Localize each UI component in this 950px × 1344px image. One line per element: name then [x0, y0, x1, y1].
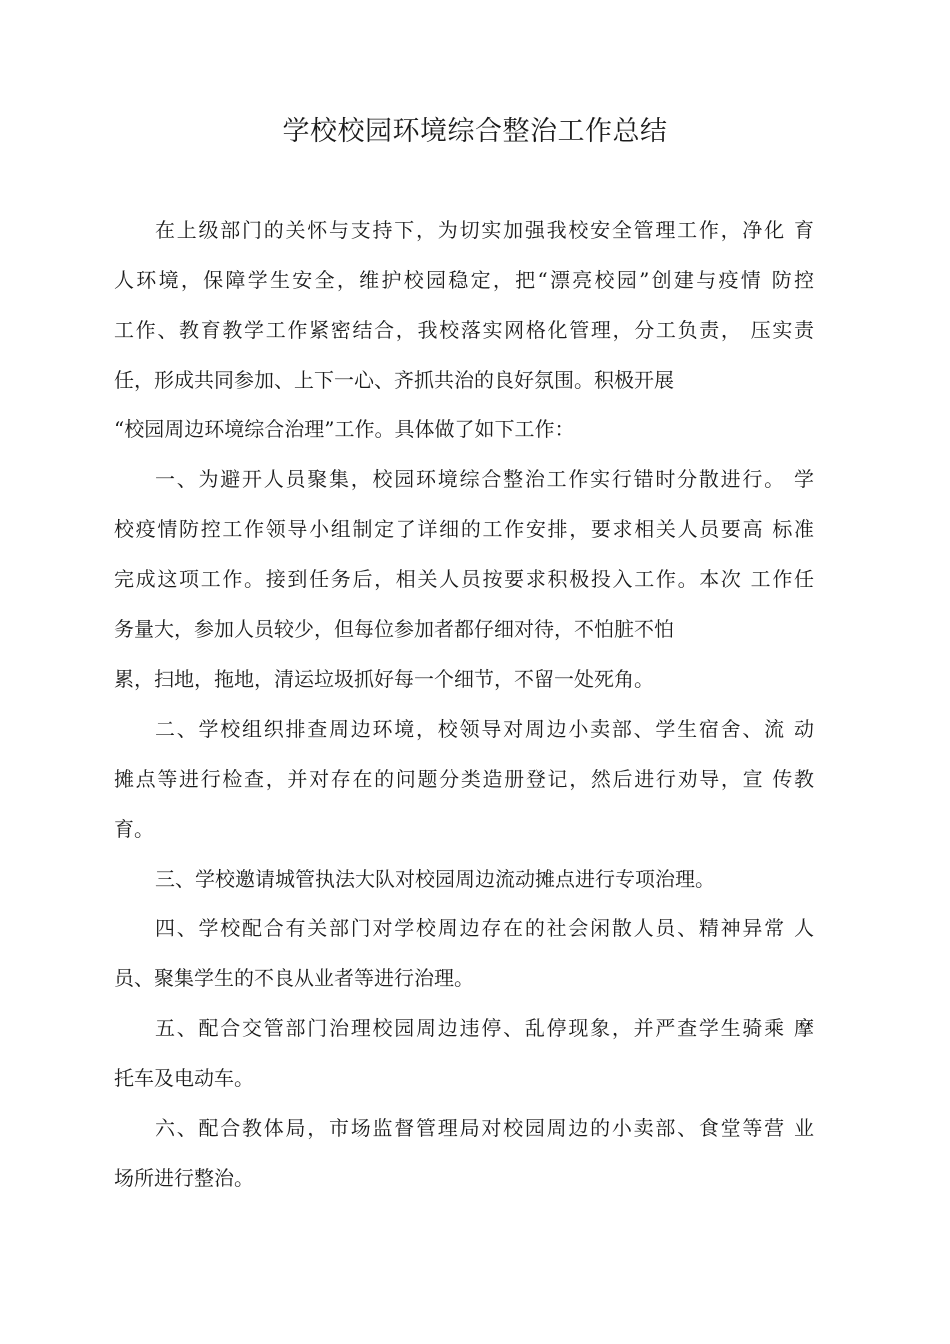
paragraph-line: 育。: [114, 817, 154, 841]
paragraph-line: 托车及电动车。: [114, 1066, 254, 1090]
paragraph-line: 累，扫地，拖地，清运垃圾抓好每一个细节，不留一处死角。: [114, 667, 654, 691]
paragraph-line: 校疫情防控工作领导小组制定了详细的工作安排，要求相关人员要高 标准: [114, 517, 814, 541]
paragraph-line: 务量大，参加人员较少，但每位参加者都仔细对待，不怕脏不怕: [114, 617, 674, 641]
paragraph-line: 四、学校配合有关部门对学校周边存在的社会闲散人员、精神异常 人: [155, 916, 814, 940]
paragraph-line: 六、配合教体局，市场监督管理局对校园周边的小卖部、食堂等营 业: [155, 1116, 814, 1140]
document-title: 学校校园环境综合整治工作总结: [282, 116, 668, 147]
paragraph-line: 三、学校邀请城管执法大队对校园周边流动摊点进行专项治理。: [155, 867, 715, 891]
paragraph-line: 工作、教育教学工作紧密结合，我校落实网格化管理，分工负责， 压实责: [114, 318, 814, 342]
paragraph-line: 任，形成共同参加、上下一心、齐抓共治的良好氛围。积极开展: [114, 368, 674, 392]
paragraph-line: 摊点等进行检查，并对存在的问题分类造册登记，然后进行劝导，宣 传教: [114, 767, 814, 791]
paragraph-line: 五、配合交管部门治理校园周边违停、乱停现象，并严查学生骑乘 摩: [155, 1016, 814, 1040]
paragraph-line: 场所进行整治。: [114, 1166, 254, 1190]
paragraph-line: 人环境，保障学生安全，维护校园稳定，把“漂亮校园”创建与疫情 防控: [114, 268, 814, 292]
paragraph-line: 二、学校组织排查周边环境，校领导对周边小卖部、学生宿舍、流 动: [155, 717, 814, 741]
paragraph-line: “校园周边环境综合治理”工作。具体做了如下工作：: [114, 417, 575, 441]
paragraph-line: 员、聚集学生的不良从业者等进行治理。: [114, 966, 474, 990]
paragraph-line: 在上级部门的关怀与支持下，为切实加强我校安全管理工作，净化 育: [155, 218, 814, 242]
paragraph-line: 完成这项工作。接到任务后，相关人员按要求积极投入工作。本次 工作任: [114, 567, 814, 591]
paragraph-line: 一、为避开人员聚集，校园环境综合整治工作实行错时分散进行。 学: [155, 467, 814, 491]
